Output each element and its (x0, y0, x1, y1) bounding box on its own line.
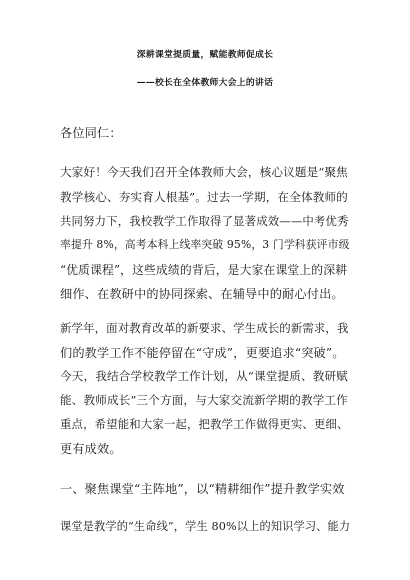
paragraph-line: 能、教师成长”三个方面，与大家交流新学期的教学工作 (60, 393, 348, 407)
paragraph-line: 重点，希望能和大家一起，把教学工作做得更实、更细、 (60, 417, 349, 431)
paragraph-line: 教学核心、夯实育人根基”。过去一学期，在全体教师的 (60, 190, 348, 204)
paragraph-line: 率提升 8%，高考本科上线率突破 95%，3 门学科获评市级 (60, 238, 350, 251)
paragraph-line: 新学年，面对教育改革的新要求、学生成长的新需求，我 (60, 321, 349, 335)
document-title: 深耕课堂提质量，赋能教师促成长 (136, 50, 274, 60)
paragraph-line: 大家好！今天我们召开全体教师大会，核心议题是“聚焦 (60, 165, 348, 179)
section-heading: 一、聚焦课堂“主阵地”，以“精耕细作”提升教学实效 (60, 482, 345, 496)
paragraph-line: 今天，我结合学校教学工作计划，从“课堂提质、教研赋 (60, 369, 348, 383)
paragraph-line: 们的教学工作不能停留在“守成”，更要追求“突破”。 (60, 346, 345, 360)
paragraph-line: 课堂是教学的“生命线”，学生 80%以上的知识学习、能力 (60, 520, 351, 533)
paragraph-line: “优质课程”，这些成绩的背后，是大家在课堂上的深耕 (60, 263, 348, 277)
paragraph-line: 更有成效。 (60, 442, 122, 456)
paragraph-line: 细作、在教研中的协同探索、在辅导中的耐心付出。 (60, 287, 344, 301)
paragraph-line: 共同努力下，我校教学工作取得了显著成效——中考优秀 (60, 214, 349, 228)
salutation: 各位同仁： (60, 126, 122, 140)
document-subtitle: ——校长在全体教师大会上的讲话 (136, 78, 274, 88)
